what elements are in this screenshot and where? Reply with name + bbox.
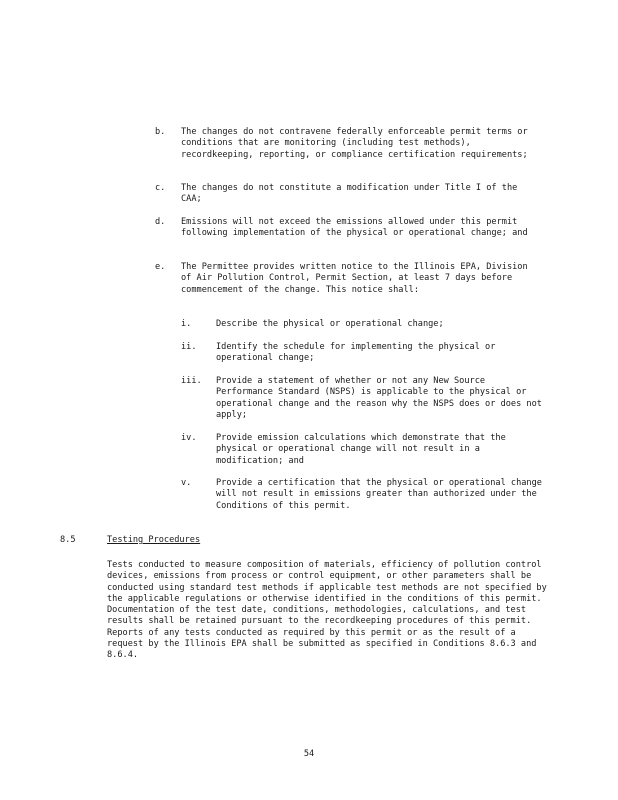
subitem-iii-label: iii. [181, 376, 202, 386]
section-number: 8.5 [60, 535, 76, 545]
section-title: Testing Procedures [107, 535, 201, 545]
section-paragraph: Tests conducted to measure composition of materials, efficiency of pollution control devices, emissions from process or control equipment, or other parameters shall be conducted using standard test methods if applicable test methods are not specified by the applicable regulations or otherwise identified in the conditions of this permit. Documentation of the test date, conditions, methodologies, calculations, and test results shall be retained pursuant to the recordkeeping procedures of this permit. Reports of any tests conducted as required by this permit or as the result of a request by the Illinois EPA shall be submitted as specified in Conditions 8.6.3 and 8.6.4. [107, 560, 547, 661]
item-e-label: e. [155, 262, 166, 272]
subitem-i-text: Describe the physical or operational change; [216, 319, 444, 329]
subitem-i-label: i. [181, 319, 192, 329]
subitem-v-label: v. [181, 478, 192, 488]
subitem-iv-label: iv. [181, 433, 197, 443]
item-c-text: The changes do not constitute a modification under Title I of the CAA; [181, 183, 518, 205]
item-b-text: The changes do not contravene federally enforceable permit terms or conditions that are monitoring (including test methods), recordkeeping, reporting, or compliance certification requirements; [181, 127, 528, 160]
item-c-label: c. [155, 183, 166, 193]
subitem-ii-label: ii. [181, 342, 197, 352]
item-b-label: b. [155, 127, 166, 137]
item-d-text: Emissions will not exceed the emissions allowed under this permit following implementation of the physical or operational change; and [181, 217, 528, 239]
item-e-text: The Permittee provides written notice to the Illinois EPA, Division of Air Pollution Control, Permit Section, at least 7 days before commencement of the change. This notice shall: [181, 262, 528, 295]
subitem-v-text: Provide a certification that the physical or operational change will not result in emissions greater than authorized under the Conditions of this permit. [216, 478, 542, 511]
subitem-iii-text: Provide a statement of whether or not any New Source Performance Standard (NSPS) is applicable to the physical or operational change and the reason why the NSPS does or does not apply; [216, 376, 542, 420]
subitem-iv-text: Provide emission calculations which demonstrate that the physical or operational change will not result in a modification; and [216, 433, 506, 466]
page-number: 54 [303, 749, 315, 759]
subitem-ii-text: Identify the schedule for implementing the physical or operational change; [216, 342, 496, 364]
item-d-label: d. [155, 217, 166, 227]
